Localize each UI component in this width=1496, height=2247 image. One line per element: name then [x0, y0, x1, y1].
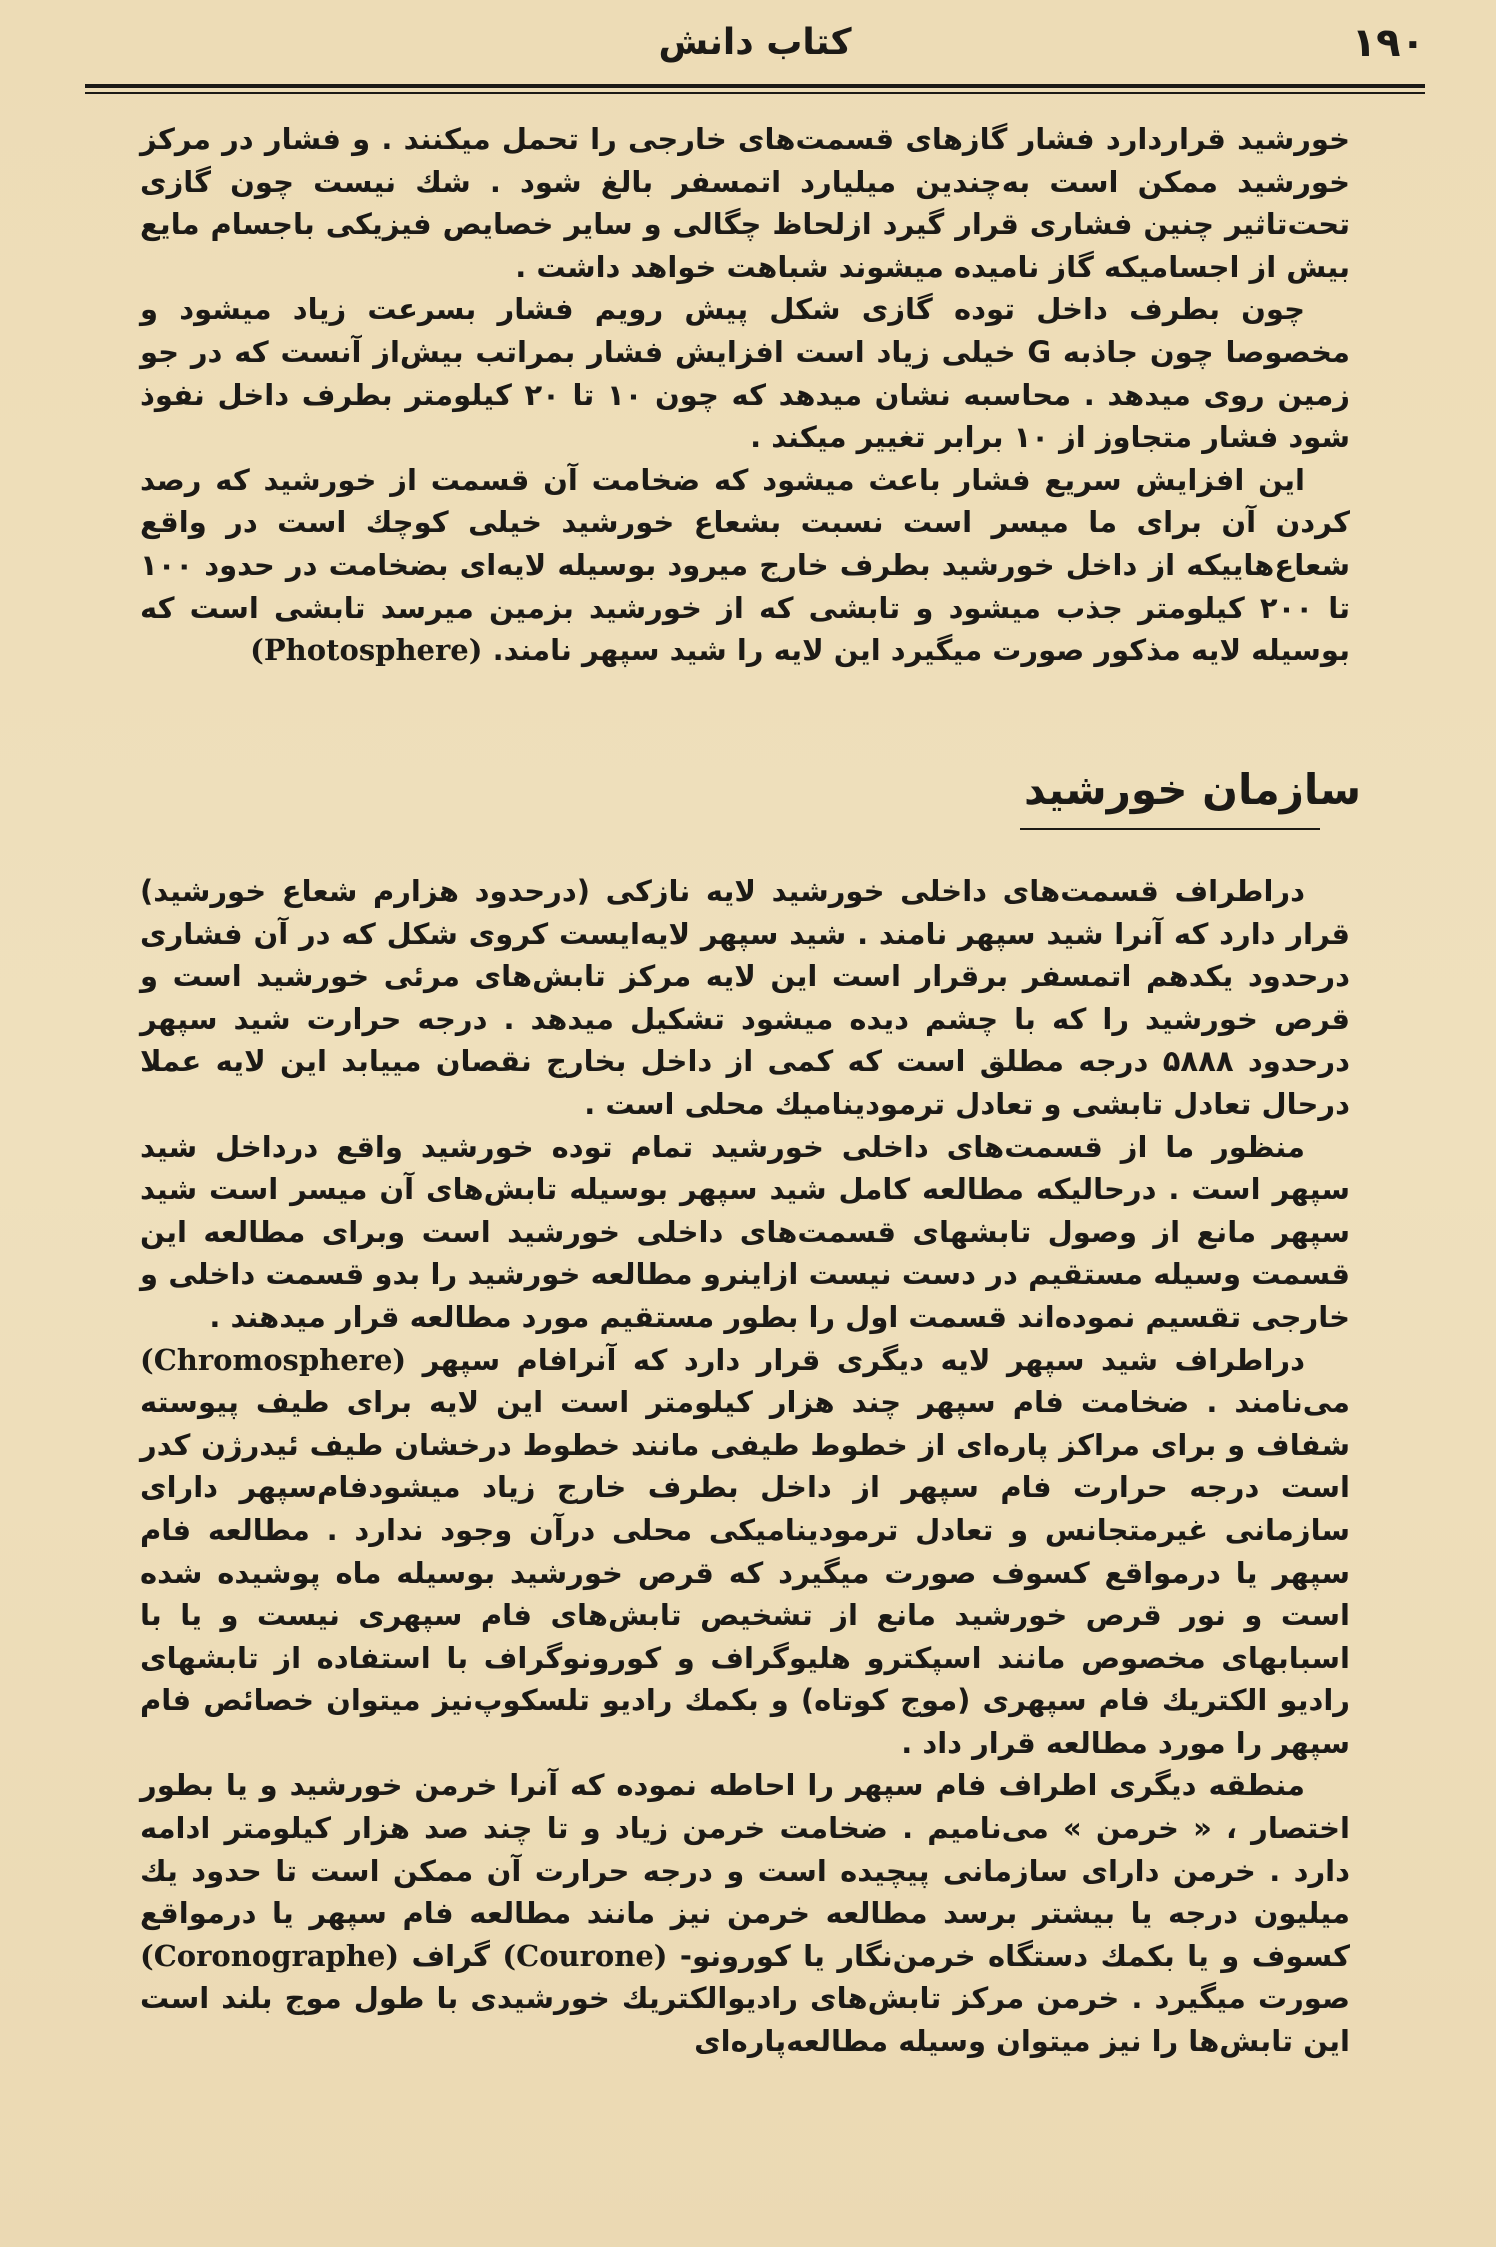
- paragraph-text: صورت میگیرد . خرمن مرکز تابش‌های رادیوالکتریك خورشیدی با طول موج بلند است این تابش‌ها را نیز میتوان وسیله مطالعه‌پاره‌ای: [140, 1981, 1350, 2059]
- latin-term: (Coronographe): [140, 1938, 400, 1973]
- latin-term: (Chromosphere): [140, 1342, 407, 1377]
- paragraph-end: نامند.: [492, 633, 572, 668]
- section-2-text: [140, 870, 1350, 2063]
- paragraph: چون بطرف داخل توده گازی شکل پیش رویم فشار بسرعت زیاد میشود و مخصوصا چون جاذبه G خیلی زیاد است افزایش فشار بمراتب بیش‌از آنست که در جو زمین روی میدهد . محاسبه نشان میدهد که چون ۱۰ تا ۲۰ کیلومتر بطرف داخل نفوذ شود فشار متجاوز از ۱۰ برابر تغییر میکند .: [140, 292, 1350, 455]
- header-rule: [85, 84, 1425, 88]
- paragraph-text: منطقه دیگری اطراف فام سپهر را احاطه نموده که آنرا خرمن خورشید و یا بطور اختصار ، « خرمن » می‌نامیم . ضخامت خرمن زیاد و تا چند صد هزار کیلومتر ادامه دارد . خرمن دارای سازمانی پیچیده است و درجه حرارت آن ممکن است تا حدود یك میلیون درجه یا بیشتر برسد مطالعه خرمن نیز مانند مطالعه فام سپهر یا درمواقع کسوف و یا بکمك دستگاه خرمن‌نگار یا کورونو-: [140, 1768, 1350, 1973]
- section-1-text: [140, 118, 1350, 672]
- paragraph: منظور ما از قسمت‌های داخلی خورشید تمام توده خورشید واقع درداخل شید سپهر است . درحالیکه مطالعه کامل شید سپهر بوسیله تابش‌های آن میسر است شید سپهر مانع از وصول تابشهای قسمت‌های داخلی خورشید است وبرای مطالعه این قسمت وسیله مستقیم در دست نیست ازاینرو مطالعه خورشید را بدو قسمت داخلی و خارجی تقسیم نموده‌اند قسمت اول را بطور مستقیم مورد مطالعه قرار میدهند .: [140, 1129, 1350, 1334]
- header-rule-thin: [85, 92, 1425, 94]
- paragraph: [140, 1764, 1350, 2062]
- page-number: ۱۹۰: [1351, 20, 1425, 66]
- paragraph-text: دراطراف شید سپهر لایه دیگری قرار دارد که آنرافام سپهر: [422, 1342, 1305, 1377]
- paragraph: خورشید قراردارد فشار گازهای قسمت‌های خارجی را تحمل میکنند . و فشار در مرکز خورشید ممکن است به‌چندین میلیارد اتمسفر بالغ شود . شك نیست چون گازی تحت‌تاثیر چنین فشاری قرار گیرد ازلحاظ چگالی و سایر خصایص فیزیکی باجسام مایع بیش از اجسامیکه گاز نامیده میشوند شباهت خواهد داشت .: [140, 122, 1350, 284]
- section-title-rule: [1020, 828, 1320, 830]
- paragraph: [140, 1339, 1350, 1765]
- paragraph-text: این افزایش سریع فشار باعث میشود که ضخامت آن قسمت از خورشید که رصد کردن آن برای ما میسر است نسبت بشعاع خورشید خیلی کوچك است در واقع شعاع‌هاییکه از داخل خورشید بطرف خارج میرود بوسیله لایه‌ای بضخامت در حدود ۱۰۰ تا ۲۰۰ کیلومتر جذب میشود و تابشی که از خورشید بزمین میرسد تابشی است که بوسیله لایه مذکور صورت میگیرد این لایه را شید سپهر: [140, 462, 1351, 668]
- latin-term: (Courone): [502, 1938, 668, 1973]
- page-header: [85, 14, 1425, 74]
- paragraph-text: گراف: [411, 1938, 491, 1973]
- latin-term: (Photosphere): [250, 633, 483, 668]
- paragraph-text: می‌نامند . ضخامت فام سپهر چند هزار کیلومتر است این لایه برای طیف پیوسته شفاف و برای مراکز پاره‌ای از خطوط طیفی مانند خطوط درخشان طیف ئیدرژن کدر است درجه حرارت فام سپهر از داخل بطرف خارج زیاد میشودفام‌سپهر دارای سازمانی غیرمتجانس و تعادل ترمودینامیکی محلی درآن وجود ندارد . مطالعه فام سپهر یا درمواقع کسوف صورت میگیرد که قرص خورشید بوسیله ماه پوشیده شده است و نور قرص خورشید مانع از تشخیص تابش‌های فام سپهری نیست و یا با اسبابهای مخصوص مانند اسپکترو هلیوگراف و کورونوگراف با استفاده از تابشهای رادیو الکتریك فام سپهری (موج کوتاه) و بکمك رادیو تلسکوپ‌نیز میتوان خصائص فام سپهر را مورد مطالعه قرار داد .: [140, 1385, 1350, 1760]
- paragraph: [140, 459, 1350, 672]
- paragraph: دراطراف قسمت‌های داخلی خورشید لایه نازکی (درحدود هزارم شعاع خورشید) قرار دارد که آنرا شید سپهر نامند . شید سپهر لایه‌ایست کروی شکل که در آن فشاری درحدود یکدهم اتمسفر برقرار است این لایه مرکز تابش‌های مرئی خورشید است و قرص خورشید را که با چشم دیده میشود تشکیل میدهد . درجه حرارت شید سپهر درحدود ۵۸۸۸ درجه مطلق است که کمی از داخل بخارج نقصان مییابد این لایه عملا درحال تعادل تابشی و تعادل ترمودینامیك محلی است .: [140, 874, 1350, 1121]
- running-title: کتاب دانش: [658, 22, 852, 63]
- section-title: سازمان خورشید: [1024, 765, 1361, 814]
